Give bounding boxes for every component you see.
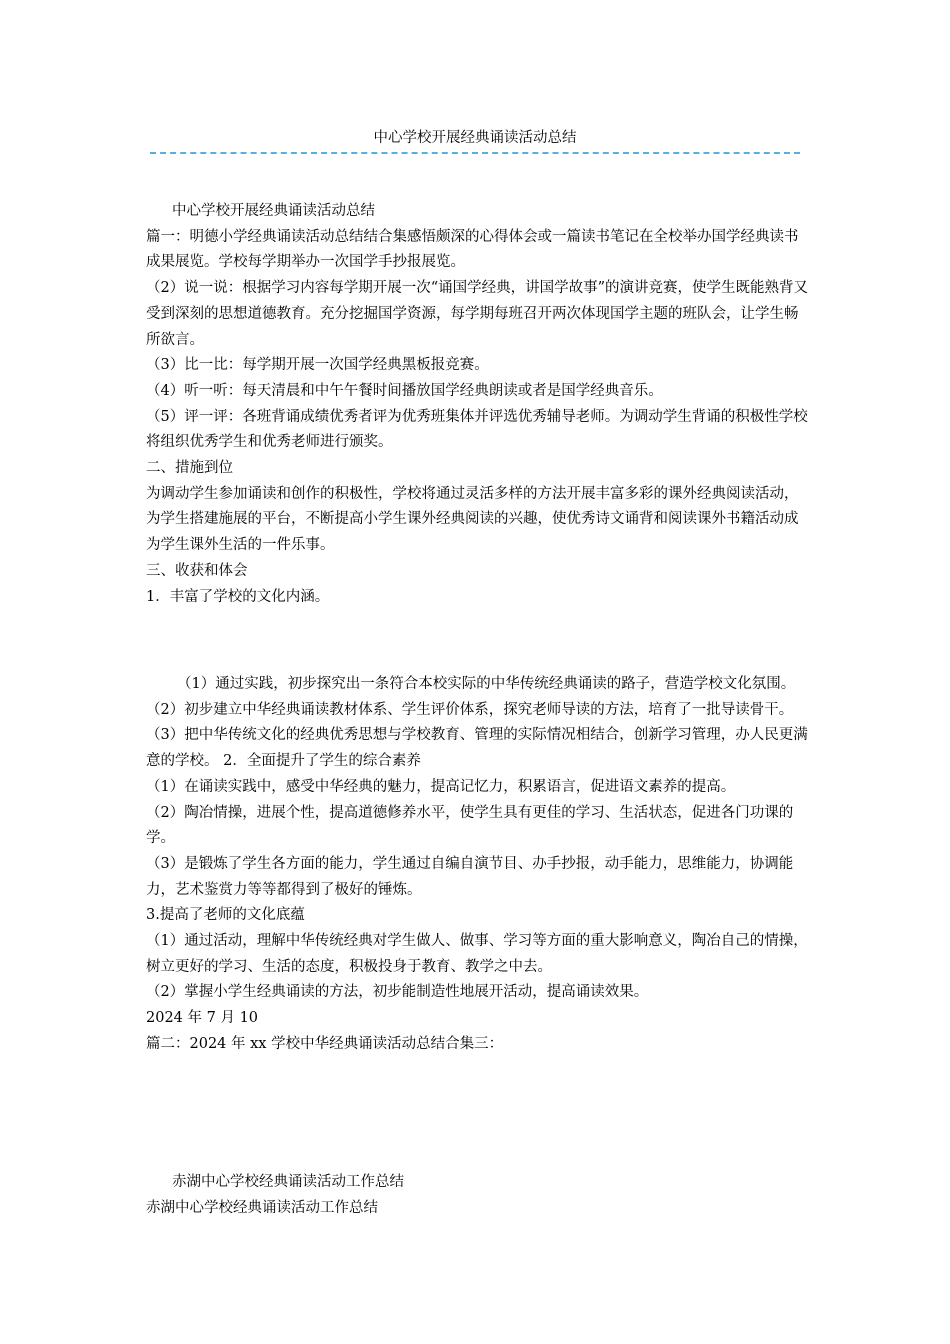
- paragraph: （3）把中华传统文化的经典优秀思想与学校教育、管理的实际情况相结合，创新学习管理，办人民更满意的学校。 2．全面提升了学生的综合素养: [146, 727, 808, 770]
- paragraph: （5）评一评：各班背诵成绩优秀者评为优秀班集体并评选优秀辅导老师。为调动学生背诵的积极性学校将组织优秀学生和优秀老师进行颁奖。: [146, 408, 808, 451]
- paragraph: （3）比一比：每学期开展一次国学经典黑板报竞赛。: [146, 357, 489, 374]
- paragraph: （4）听一听：每天清晨和中午午餐时间播放国学经典朗读或者是国学经典音乐。: [146, 382, 663, 399]
- paragraph: 1．丰富了学校的文化内涵。: [146, 588, 330, 605]
- paragraph: 为调动学生参加诵读和创作的积极性，学校将通过灵活多样的方法开展丰富多彩的课外经典阅读活动，为学生搭建施展的平台，不断提高小学生课外经典阅读的兴趣，使优秀诗文诵背和阅读课外书籍活动成为学生课外生活的一件乐事。: [146, 485, 799, 554]
- header-title: 中心学校开展经典诵读活动总结: [373, 130, 577, 146]
- paragraph: （2）掌握小学生经典诵读的方法，初步能制造性地展开活动，提高诵读效果。: [146, 984, 649, 1001]
- paragraph: 篇二：2024 年 xx 学校中华经典诵读活动总结合集三：: [146, 1035, 504, 1052]
- paragraph: （3）是锻炼了学生各方面的能力，学生通过自编自演节目、办手抄报，动手能力，思维能力，协调能力，艺术鉴赏力等等都得到了极好的锤炼。: [146, 855, 794, 898]
- paragraph: （1）通过实践，初步探究出一条符合本校实际的中华传统经典诵读的路子，营造学校文化氛围。: [177, 676, 796, 692]
- paragraph: （2）陶冶情操，进展个性，提高道德修养水平，使学生具有更佳的学习、生活状态，促进各门功课的学。: [146, 804, 794, 847]
- header-divider: [150, 152, 800, 154]
- doc-subtitle: 中心学校开展经典诵读活动总结: [172, 203, 375, 219]
- doc-subtitle: 赤湖中心学校经典诵读活动工作总结: [172, 1174, 404, 1190]
- paragraph: （1）通过活动，理解中华传统经典对学生做人、做事、学习等方面的重大影响意义，陶冶自己的情操，树立更好的学习、生活的态度，积极投身于教育、教学之中去。: [146, 933, 808, 975]
- section-1: [146, 199, 810, 610]
- section-heading: 3.提高了老师的文化底蕴: [146, 907, 305, 924]
- section-2: [146, 672, 810, 1058]
- paragraph: 赤湖中心学校经典诵读活动工作总结: [146, 1199, 378, 1216]
- section-heading: 二、措施到位: [146, 460, 233, 477]
- section-3: [146, 1170, 810, 1221]
- paragraph: 篇一：明德小学经典诵读活动总结结合集感悟颇深的心得体会或一篇读书笔记在全校举办国学经典读书成果展览。学校每学期举办一次国学手抄报展览。: [146, 228, 799, 271]
- section-heading: 三、收获和体会: [146, 562, 248, 579]
- date-line: 2024 年 7 月 10: [146, 1010, 259, 1027]
- paragraph: （1）在诵读实践中，感受中华经典的魅力，提高记忆力，积累语言，促进语文素养的提高。: [146, 778, 736, 795]
- paragraph: （2）初步建立中华经典诵读教材体系、学生评价体系，探究老师导读的方法，培育了一批导读骨干。: [146, 701, 794, 718]
- paragraph: （2）说一说：根据学习内容每学期开展一次“诵国学经典，讲国学故事”的演讲竞赛，使学生既能熟背又受到深刻的思想道德教育。充分挖掘国学资源，每学期每班召开两次体现国学主题的班队会，让学生畅所欲言。: [146, 280, 809, 348]
